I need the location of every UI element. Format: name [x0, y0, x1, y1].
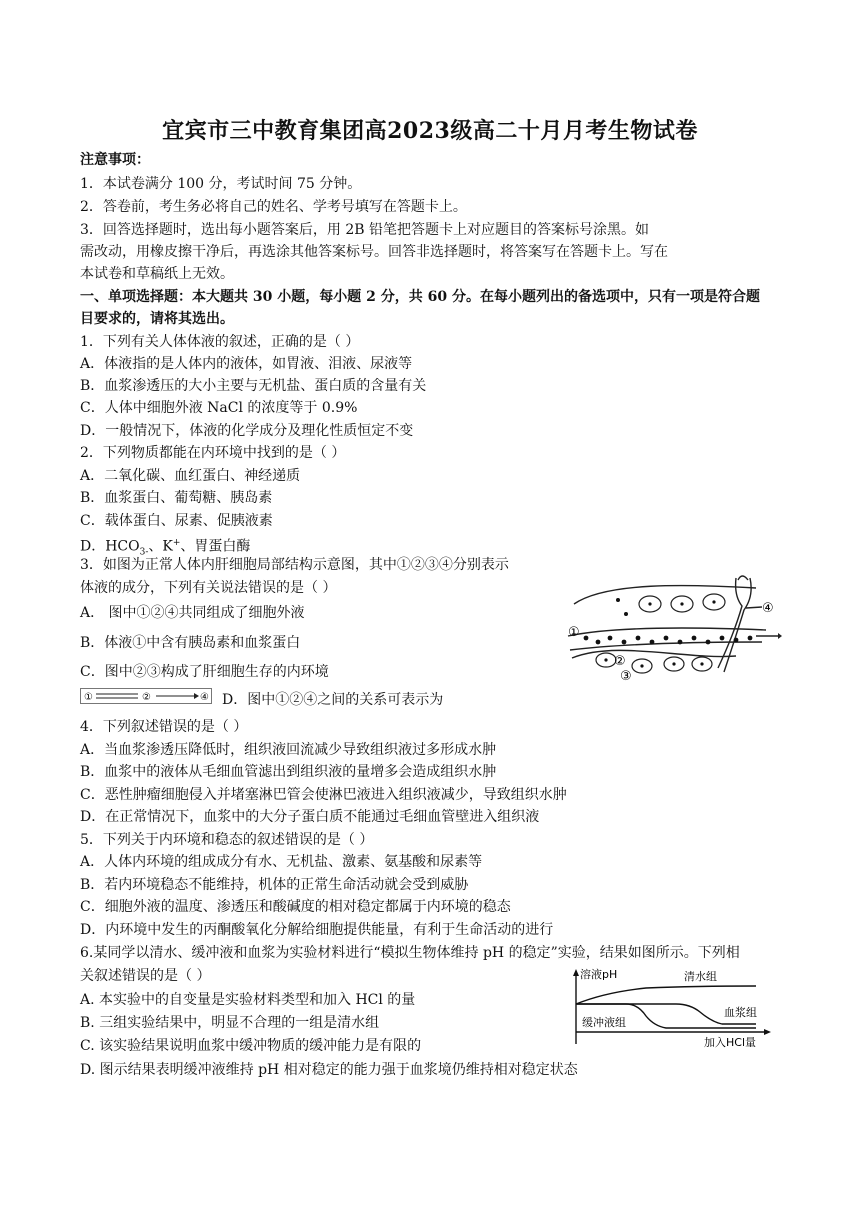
notice-item: 需改动，用橡皮擦干净后，再选涂其他答案标号。回答非选择题时，将答案写在答题卡上。写在 [80, 244, 668, 260]
q6-option-a: A. 本实验中的自变量是实验材料类型和加入 HCl 的量 [80, 992, 416, 1008]
arrowhead-icon [573, 969, 579, 976]
legend-label-缓冲液组: 缓冲液组 [582, 1016, 626, 1029]
x-axis-label: 加入HCl量 [704, 1036, 757, 1049]
nucleus [712, 600, 715, 603]
arrowhead-icon [194, 693, 199, 699]
q2-option-c: C．载体蛋白、尿素、促胰液素 [80, 513, 273, 529]
notice-item: 2．答卷前，考生务必将自己的姓名、学考号填写在答题卡上。 [80, 199, 467, 215]
q6-option-b: B. 三组实验结果中，明显不合理的一组是清水组 [80, 1015, 380, 1031]
q3-option-c: C．图中②③构成了肝细胞生存的内环境 [80, 664, 329, 680]
legend-label-血浆组: 血浆组 [724, 1006, 757, 1019]
q3-option-d: D．图中①②④之间的关系可表示为 [222, 692, 444, 708]
section-heading: 一、单项选择题：本大题共 30 小题，每小题 2 分，共 60 分。在每小题列出的备选项中，只有一项是符合题 [80, 289, 760, 305]
arrowhead-icon [764, 1029, 771, 1035]
blood-cell [608, 636, 613, 641]
q5-option-b: B．若内环境稳态不能维持，机体的正常生命活动就会受到威胁 [80, 877, 469, 893]
figure-label-4: ④ [762, 601, 774, 616]
relation-diagram [80, 688, 212, 704]
q2-option-d-sup: + [172, 538, 181, 548]
notice-item: 1．本试卷满分 100 分，考试时间 75 分钟。 [80, 176, 362, 192]
q6-option-c: C. 该实验结果说明血浆中缓冲物质的缓冲能力是有限的 [80, 1038, 422, 1054]
notice-item: 3．回答选择题时，选出每小题答案后，用 2B 铅笔把答题卡上对应题目的答案标号涂黑。如 [80, 222, 650, 238]
blood-cell [734, 638, 739, 643]
y-axis-label: 溶液pH [580, 968, 618, 981]
q2-stem: 2．下列物质都能在内环境中找到的是（ ） [80, 445, 346, 461]
nucleus [680, 602, 683, 605]
q3-option-a: A． 图中①②④共同组成了细胞外液 [80, 605, 305, 621]
q1-option-a: A．体液指的是人体内的液体，如胃液、泪液、尿液等 [80, 356, 413, 372]
q3-stem: 3．如图为正常人体内肝细胞局部结构示意图，其中①②③④分别表示 [80, 557, 509, 573]
q4-option-c: C．恶性肿瘤细胞侵入并堵塞淋巴管会使淋巴液进入组织液减少，导致组织水肿 [80, 787, 567, 803]
q1-option-b: B．血浆渗透压的大小主要与无机盐、蛋白质的含量有关 [80, 378, 427, 394]
q2-option-d-text: 、胃蛋白酶 [180, 538, 251, 555]
exam-title: 宜宾市三中教育集团高2023级高二十月月考生物试卷 [162, 118, 698, 144]
blood-cell [748, 636, 753, 641]
nucleus [640, 664, 643, 667]
figure-label-2: ② [614, 654, 626, 669]
q5-option-c: C．细胞外液的温度、渗透压和酸碱度的相对稳定都属于内环境的稳态 [80, 899, 511, 915]
q6-stem-cont: 关叙述错误的是（ ） [80, 968, 211, 984]
blood-cell [720, 636, 725, 641]
blood-cell [636, 636, 641, 641]
lymph-cell [616, 598, 620, 602]
section-heading-cont: 目要求的，请将其选出。 [80, 311, 234, 327]
label-leader-4 [746, 607, 762, 608]
q5-option-d: D．内环境中发生的丙酮酸氧化分解给细胞提供能量，有利于生命活动的进行 [80, 922, 554, 938]
nucleus [648, 602, 651, 605]
q6-option-d: D. 图示结果表明缓冲液维持 pH 相对稳定的能力强于血浆境仍维持相对稳定状态 [80, 1062, 578, 1078]
lymph-cell [624, 612, 628, 616]
liver-cell-figure [566, 574, 782, 682]
q1-option-d: D．一般情况下，体液的化学成分及理化性质恒定不变 [80, 423, 414, 439]
series-line-清水组 [576, 986, 756, 1004]
nucleus [604, 658, 607, 661]
q1-option-c: C．人体中细胞外液 NaCl 的浓度等于 0.9% [80, 400, 358, 416]
q6-stem: 6.某同学以清水、缓冲液和血浆为实验材料进行“模拟生物体维持 pH 的稳定”实验，结果如图所示。下列相 [80, 945, 740, 961]
q1-stem: 1．下列有关人体体液的叙述，正确的是（ ） [80, 334, 360, 350]
legend-label-清水组: 清水组 [684, 970, 717, 983]
figure-label-3: ③ [620, 669, 632, 682]
tissue-boundary [574, 585, 756, 604]
q5-stem: 5．下列关于内环境和稳态的叙述错误的是（ ） [80, 832, 374, 848]
q2-option-d-text: 、K [148, 538, 173, 555]
figure-label-1: ① [568, 625, 580, 640]
q4-option-d: D．在正常情况下，血浆中的大分子蛋白质不能通过毛细血管壁进入组织液 [80, 809, 540, 825]
blood-cell [692, 636, 697, 641]
lymph-vessel [724, 578, 751, 672]
q3-stem-cont: 体液的成分，下列有关说法错误的是（ ） [80, 580, 337, 596]
blood-cell [596, 640, 601, 645]
q2-option-a: A．二氧化碳、血红蛋白、神经递质 [80, 468, 301, 484]
notice-heading: 注意事项： [80, 152, 150, 168]
q4-stem: 4．下列叙述错误的是（ ） [80, 719, 248, 735]
q3-option-b: B．体液①中含有胰岛素和血浆蛋白 [80, 635, 301, 651]
relation-label-1: ① [84, 692, 93, 703]
blood-cell [678, 640, 683, 645]
notice-item: 本试卷和草稿纸上无效。 [80, 266, 234, 282]
nucleus [672, 662, 675, 665]
ph-chart [566, 966, 778, 1050]
blood-cell [650, 640, 655, 645]
relation-label-4: ④ [200, 692, 209, 703]
q2-option-b: B．血浆蛋白、葡萄糖、胰岛素 [80, 490, 273, 506]
nucleus [700, 662, 703, 665]
q5-option-a: A．人体内环境的组成成分有水、无机盐、激素、氨基酸和尿素等 [80, 854, 483, 870]
arrowhead-icon [778, 633, 782, 639]
blood-cell [622, 640, 627, 645]
blood-cell [664, 636, 669, 641]
blood-cell [584, 636, 589, 641]
q2-option-d-sub: 3- [139, 547, 149, 558]
blood-cell [706, 640, 711, 645]
q4-option-a: A．当血浆渗透压降低时，组织液回流减少导致组织液过多形成水肿 [80, 742, 497, 758]
q2-option-d-text: D．HCO [80, 538, 140, 555]
lymph-vessel-tip [738, 576, 748, 580]
q4-option-b: B．血浆中的液体从毛细血管滤出到组织液的量增多会造成组织水肿 [80, 764, 497, 780]
relation-label-2: ② [142, 692, 151, 703]
